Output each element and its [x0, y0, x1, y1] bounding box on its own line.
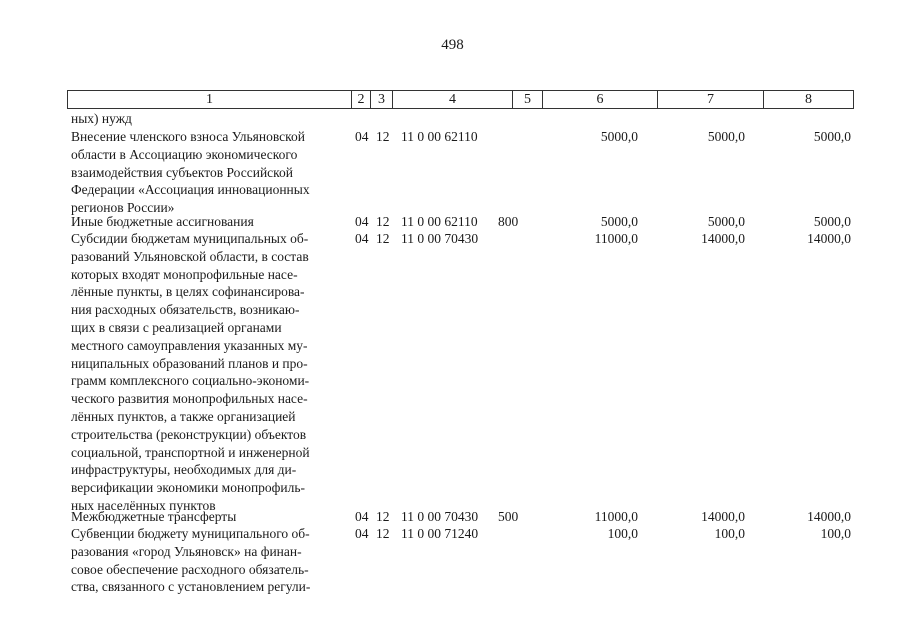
row-description — [71, 213, 347, 231]
description-line: ных населённых пунктов — [71, 497, 216, 513]
target-article-code: 11 0 00 71240 — [401, 526, 479, 541]
description-line: разования «город Ульяновск» на финан- — [71, 543, 302, 559]
description-line: ниципальных образований планов и про- — [71, 355, 308, 371]
description-line: щих в связи с реализацией органами — [71, 319, 282, 335]
description-line: лённые пункты, в целях софинансирова- — [71, 284, 305, 300]
amount-col-8: 100,0 — [820, 526, 851, 541]
column-header-7: 7 — [658, 91, 764, 109]
subsection-code: 12 — [376, 526, 390, 541]
description-line: версификации экономики монопрофиль- — [71, 480, 306, 496]
description-line: Субсидии бюджетам муниципальных об- — [71, 231, 309, 246]
amount-col-7: 5000,0 — [707, 214, 745, 229]
description-line: строительства (реконструкции) объектов — [71, 426, 307, 442]
target-article-code: 11 0 00 70430 — [401, 231, 479, 246]
section-code: 04 — [355, 526, 369, 541]
column-header-5: 5 — [513, 91, 543, 109]
description-line: Федерации «Ассоциация инновационных — [71, 182, 310, 198]
amount-col-6: 11000,0 — [594, 509, 638, 524]
column-header-1: 1 — [68, 91, 352, 109]
description-line: Межбюджетные трансферты — [71, 509, 237, 524]
amount-col-8: 14000,0 — [807, 509, 851, 524]
row-description — [71, 128, 347, 217]
description-line: разований Ульяновской области, в состав — [71, 248, 309, 264]
section-code: 04 — [355, 214, 369, 229]
section-code: 04 — [355, 509, 369, 524]
description-line: совое обеспечение расходного обязатель- — [71, 561, 309, 577]
description-line: грамм комплексного социально-экономи- — [71, 373, 310, 389]
description-line: регионов России» — [71, 200, 175, 216]
row-description — [71, 230, 347, 515]
description-line: Внесение членского взноса Ульяновской — [71, 129, 305, 144]
column-header-6: 6 — [543, 91, 658, 109]
description-line: лённых пунктов, а также организацией — [71, 408, 296, 424]
description-line: ния расходных обязательств, возникаю- — [71, 302, 300, 318]
description-line: взаимодействия субъектов Российской — [71, 164, 294, 180]
amount-col-7: 14000,0 — [701, 509, 745, 524]
target-article-code: 11 0 00 62110 — [401, 129, 478, 144]
section-code: 04 — [355, 129, 369, 144]
description-line: ных) нужд — [71, 111, 132, 126]
subsection-code: 12 — [376, 509, 390, 524]
subsection-code: 12 — [376, 214, 390, 229]
description-line: области в Ассоциацию экономического — [71, 146, 298, 162]
description-line: Иные бюджетные ассигнования — [71, 214, 254, 229]
column-header-row — [67, 90, 854, 109]
section-code: 04 — [355, 231, 369, 246]
amount-col-6: 100,0 — [607, 526, 638, 541]
description-line: Субвенции бюджету муниципального об- — [71, 526, 310, 541]
description-line: социальной, транспортной и инженерной — [71, 444, 310, 460]
column-header-3: 3 — [371, 91, 393, 109]
row-description — [71, 525, 347, 596]
amount-col-7: 14000,0 — [701, 231, 745, 246]
amount-col-7: 5000,0 — [707, 129, 745, 144]
subsection-code: 12 — [376, 231, 390, 246]
page-number: 498 — [441, 37, 464, 53]
amount-col-6: 11000,0 — [594, 231, 638, 246]
amount-col-8: 5000,0 — [813, 214, 851, 229]
amount-col-6: 5000,0 — [600, 214, 638, 229]
column-header-2: 2 — [352, 91, 371, 109]
expense-type-code: 800 — [498, 214, 519, 229]
description-line: инфраструктуры, необходимых для ди- — [71, 462, 297, 478]
description-line: ческого развития монопрофильных насе- — [71, 391, 308, 407]
description-line: ства, связанного с установлением регули- — [71, 579, 311, 595]
column-header-4: 4 — [393, 91, 513, 109]
amount-col-7: 100,0 — [714, 526, 745, 541]
expense-type-code: 500 — [498, 509, 519, 524]
row-description — [71, 110, 347, 128]
amount-col-8: 14000,0 — [807, 231, 851, 246]
amount-col-6: 5000,0 — [600, 129, 638, 144]
amount-col-8: 5000,0 — [813, 129, 851, 144]
description-line: местного самоуправления указанных му- — [71, 337, 308, 353]
row-description — [71, 508, 347, 526]
target-article-code: 11 0 00 62110 — [401, 214, 478, 229]
target-article-code: 11 0 00 70430 — [401, 509, 479, 524]
column-header-8: 8 — [764, 91, 854, 109]
description-line: которых входят монопрофильные насе- — [71, 266, 298, 282]
subsection-code: 12 — [376, 129, 390, 144]
